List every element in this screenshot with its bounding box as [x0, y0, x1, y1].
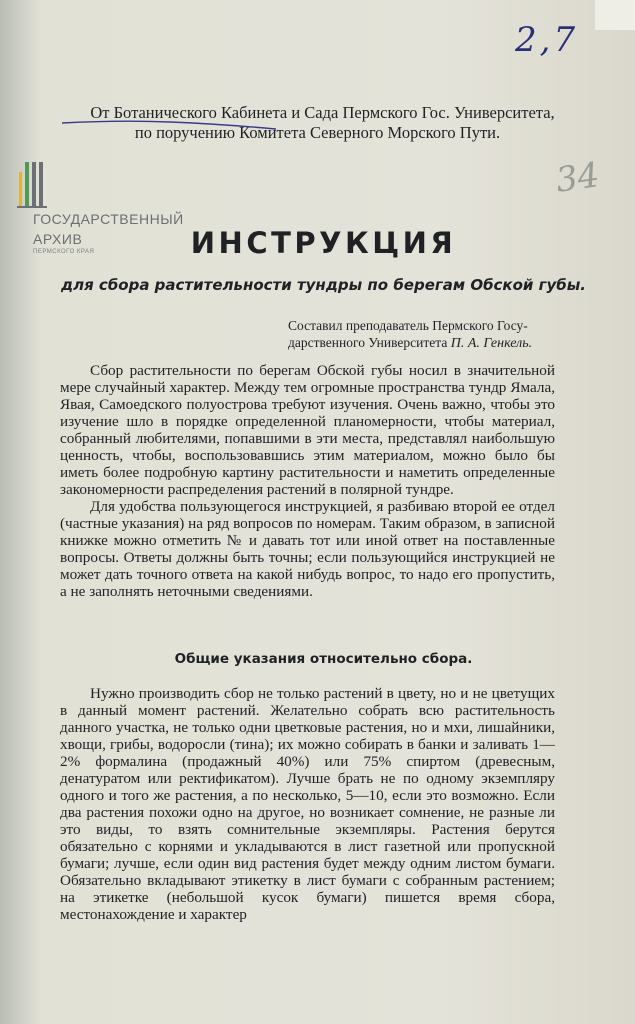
- stamp-line-1: ГОСУДАРСТВЕННЫЙ: [33, 211, 184, 227]
- section-text: [60, 685, 555, 923]
- document-title: ИНСТРУКЦИЯ: [190, 226, 457, 260]
- header-line-1: От Ботанического Кабинета и Сада Пермского Гос. Университета,: [90, 103, 555, 122]
- paragraph: Сбор растительности по берегам Обской губы носил в значительной мере случайный характер. Между тем огромные пространства тундр Ямала, Явая, Самоедского полуострова требуют изучения. Очень важно, чтобы это изучение шло в порядке определенной планомерности, чтобы материал, собранный любителями, попавшими в эти места, представлял наибольшую ценность, чтобы, воспользовавшись этим материалом, можно было бы иметь более подробную картину растительности и наметить определенные закономерности распределения растений в полярной тундре.: [60, 362, 555, 498]
- document-subtitle: для сбора растительности тундры по берегам Обской губы.: [60, 276, 587, 294]
- paragraph: Нужно производить сбор не только растений в цвету, но и не цветущих в данный момент растений. Желательно собрать всю растительность данного участка, не только одни цветковые растения, но и мхи, лишайники, хвощи, грибы, водоросли (тина); их можно собирать в банки и заливать 1—2% формалина (продажный 40%) или 75% спиртом (древесным, денатуратом или ректификатом). Лучше брать не по одному экземпляру одного и того же растения, а по несколько, 5—10, если это возможно. Если два растения похожи одно на другое, но возникает сомнение, не разные ли это виды, то взять сомнительные экземпляры. Растения берутся обязательно с корнями и укладываются в лист газетной или пропускной бумаги; лучше, если один вид растения будет между одним листом бумаги. Обязательно вкладывают этикетку в лист бумаги с собранным растением; на этикетке (небольшой кусок бумаги) пишется время сбора, местонахождение и характер: [60, 685, 555, 923]
- paragraph: Для удобства пользующегося инструкцией, я разбиваю второй ее отдел (частные указания) на ряд вопросов по номерам. Таким образом, в записной книжке можно отметить № и давать тот или иной ответ на поставленные вопросы. Ответы должны быть точны; если пользующийся инструкцией не может дать точного ответа на какой нибудь вопрос, то надо его пропустить, а не заполнять неточными сведениями.: [60, 498, 555, 600]
- author-line-1: Составил преподаватель Пермского Госу-: [288, 318, 528, 333]
- intro-text: [60, 362, 555, 600]
- author-line-2: дарственного Университета: [288, 335, 448, 350]
- author-block: [288, 317, 532, 352]
- handwritten-number: 2,7: [515, 20, 579, 60]
- archive-logo-icon: [17, 158, 63, 208]
- stamp-line-2: АРХИВ: [33, 231, 83, 247]
- section-heading: Общие указания относительно сбора.: [174, 651, 473, 667]
- stamp-line-3: ПЕРМСКОГО КРАЯ: [33, 249, 95, 255]
- pencil-underline: [60, 119, 278, 131]
- paper-corner: [595, 0, 635, 30]
- header-line-2: по поручению Комитета Северного Морского Пути.: [134, 123, 501, 142]
- author-name: П. А. Генкель.: [450, 336, 533, 351]
- handwritten-margin-mark: 34: [553, 155, 602, 201]
